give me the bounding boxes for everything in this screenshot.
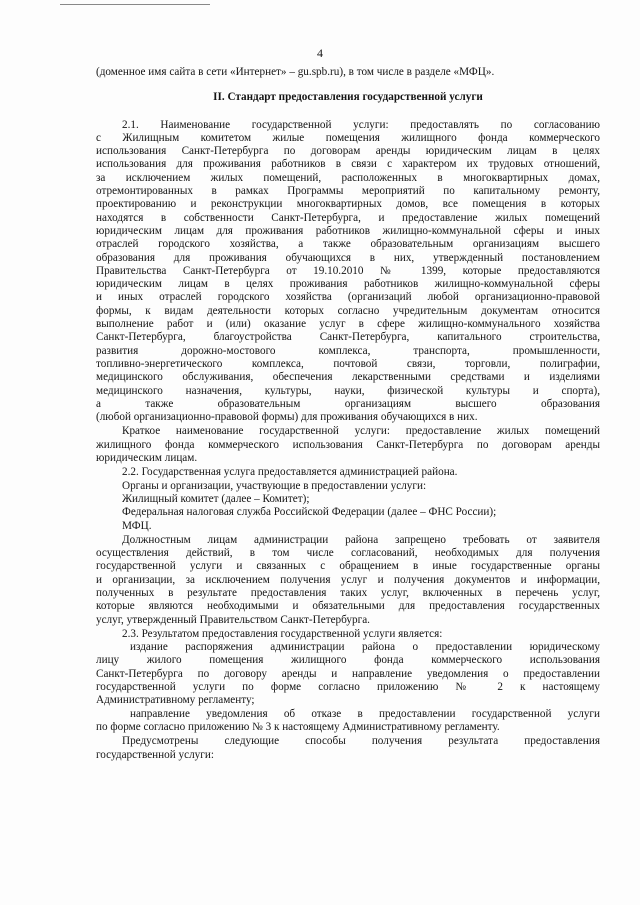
- paragraph-line: отремонтированных в рамках Программы мероприятий по капитальному ремонту,: [96, 185, 600, 198]
- page-number: 4: [317, 46, 323, 60]
- paragraph-line: юридическим лицам для проживания работников жилищно-коммунальной сферы и иных: [96, 224, 600, 237]
- paragraph-p-short-name: [96, 425, 600, 465]
- paragraph-line: направление уведомления об отказе в предоставлении государственной услуги: [130, 707, 600, 720]
- paragraph-line: отраслей городского хозяйства, а также образовательным организациям высшего: [96, 238, 600, 251]
- paragraph-line: Административному регламенту;: [96, 694, 255, 707]
- paragraph-line: медицинского обслуживания, обеспечения лекарственными средствами и изделиями: [96, 371, 600, 384]
- paragraph-line: медицинского назначения, культуры, науки, физической культуры и спорта),: [96, 384, 600, 397]
- paragraph-line: которые являются необходимыми и обязательными для предоставления государственных: [96, 600, 600, 613]
- paragraph-line: государственной услуги и связанных с обращением в иные государственные органы: [96, 560, 600, 573]
- paragraph-line: услуг, утвержденный Правительством Санкт-Петербурга.: [96, 613, 370, 626]
- document-body: [96, 66, 600, 762]
- paragraph-line: и иных отраслей городского хозяйства (организаций любой организационно-правовой: [96, 291, 600, 304]
- paragraph-line: Санкт-Петербурга по договору аренды и направление уведомления о предоставлении: [96, 667, 600, 680]
- paragraph-p-methods: [96, 735, 600, 762]
- paragraph-line: образования для проживания обучающихся в них, утвержденный постановлением: [96, 251, 600, 264]
- paragraph-line: Жилищный комитет (далее – Комитет);: [122, 492, 310, 505]
- paragraph-p-2-2: [96, 466, 600, 532]
- paragraph-line: за исключением жилых помещений, расположенных в многоквартирных домах,: [96, 171, 600, 184]
- paragraph-line: формы, к видам деятельности которых согласно учредительным документам относится: [96, 304, 600, 317]
- paragraph-line: 2.1. Наименование государственной услуги: предоставлять по согласованию: [122, 118, 600, 131]
- paragraph-line: юридическим лицам в целях проживания работников жилищно-коммунальной сферы: [96, 278, 600, 291]
- paragraph-p-officials: [96, 534, 600, 627]
- paragraph-line: МФЦ.: [122, 519, 152, 532]
- paragraph-line: с Жилищным комитетом жилые помещения жилищного фонда коммерческого: [96, 131, 600, 144]
- paragraph-line: развития дорожно-мостового комплекса, транспорта, промышленности,: [96, 344, 600, 357]
- paragraph-line: 2.3. Результатом предоставления государственной услуги является:: [122, 627, 443, 640]
- intro-line: (доменное имя сайта в сети «Интернет» – gu.spb.ru), в том числе в разделе «МФЦ».: [96, 66, 495, 78]
- paragraphs: [96, 119, 600, 762]
- paragraph-line: использования для проживания работников в связи с характером их трудовых отношений,: [96, 158, 600, 171]
- intro-block: [96, 66, 600, 79]
- paragraph-line: топливно-энергетического комплекса, почтовой связи, торговли, полиграфии,: [96, 357, 600, 370]
- paragraph-line: Федеральная налоговая служба Российской Федерации (далее – ФНС России);: [122, 506, 497, 519]
- paragraph-line: Правительства Санкт-Петербурга от 19.10.2010 № 1399, которые предоставляются: [96, 264, 600, 277]
- paragraph-line: Краткое наименование государственной услуги: предоставление жилых помещений: [122, 425, 600, 438]
- paragraph-line: юридическим лицам.: [96, 452, 198, 465]
- paragraph-line: государственной услуги по форме согласно приложению № 2 к настоящему: [96, 681, 600, 694]
- paragraph-line: Должностным лицам администрации района запрещено требовать от заявителя: [122, 533, 600, 546]
- paragraph-line: издание распоряжения администрации района о предоставлении юридическому: [130, 641, 600, 654]
- paragraph-line: жилищного фонда коммерческого использования Санкт-Петербурга по договорам аренды: [96, 438, 600, 451]
- paragraph-line: выполнение работ и (или) оказание услуг в сфере жилищно-коммунального хозяйства: [96, 318, 600, 331]
- paragraph-p-2-3: [96, 628, 600, 734]
- paragraph-line: проектированию и реконструкции многоквартирных домов, все помещения в которых: [96, 198, 600, 211]
- paragraph-line: Органы и организации, участвующие в предоставлении услуги:: [122, 479, 427, 492]
- paragraph-line: лицу жилого помещения жилищного фонда коммерческого использования: [96, 654, 600, 667]
- paragraph-line: использования Санкт-Петербурга по договорам аренды юридическим лицам в целях: [96, 145, 600, 158]
- paragraph-line: 2.2. Государственная услуга предоставляется администрацией района.: [122, 466, 458, 479]
- paragraph-line: (любой организационно-правовой формы) для проживания обучающихся в них.: [96, 411, 478, 424]
- section-title: II. Стандарт предоставления государственной услуги: [213, 91, 483, 104]
- paragraph-line: находятся в собственности Санкт-Петербурга, и предоставление жилых помещений: [96, 211, 600, 224]
- paragraph-line: Предусмотрены следующие способы получения результата предоставления: [122, 735, 600, 748]
- paragraph-line: государственной услуги:: [96, 748, 214, 761]
- paragraph-line: а также образовательным организациям высшего образования: [96, 397, 600, 410]
- paragraph-line: по форме согласно приложению № 3 к настоящему Административному регламенту.: [96, 720, 500, 733]
- paragraph-line: Санкт-Петербурга, благоустройства Санкт-Петербурга, капитального строительства,: [96, 331, 600, 344]
- paragraph-line: осуществления действий, в том числе согласований, необходимых для получения: [96, 547, 600, 560]
- paragraph-line: и организации, за исключением получения услуг и получения документов и информации,: [96, 573, 600, 586]
- top-rule: [60, 4, 210, 5]
- paragraph-line: полученных в результате предоставления таких услуг, включенных в перечень услуг,: [96, 586, 600, 599]
- paragraph-p-2-1: [96, 119, 600, 425]
